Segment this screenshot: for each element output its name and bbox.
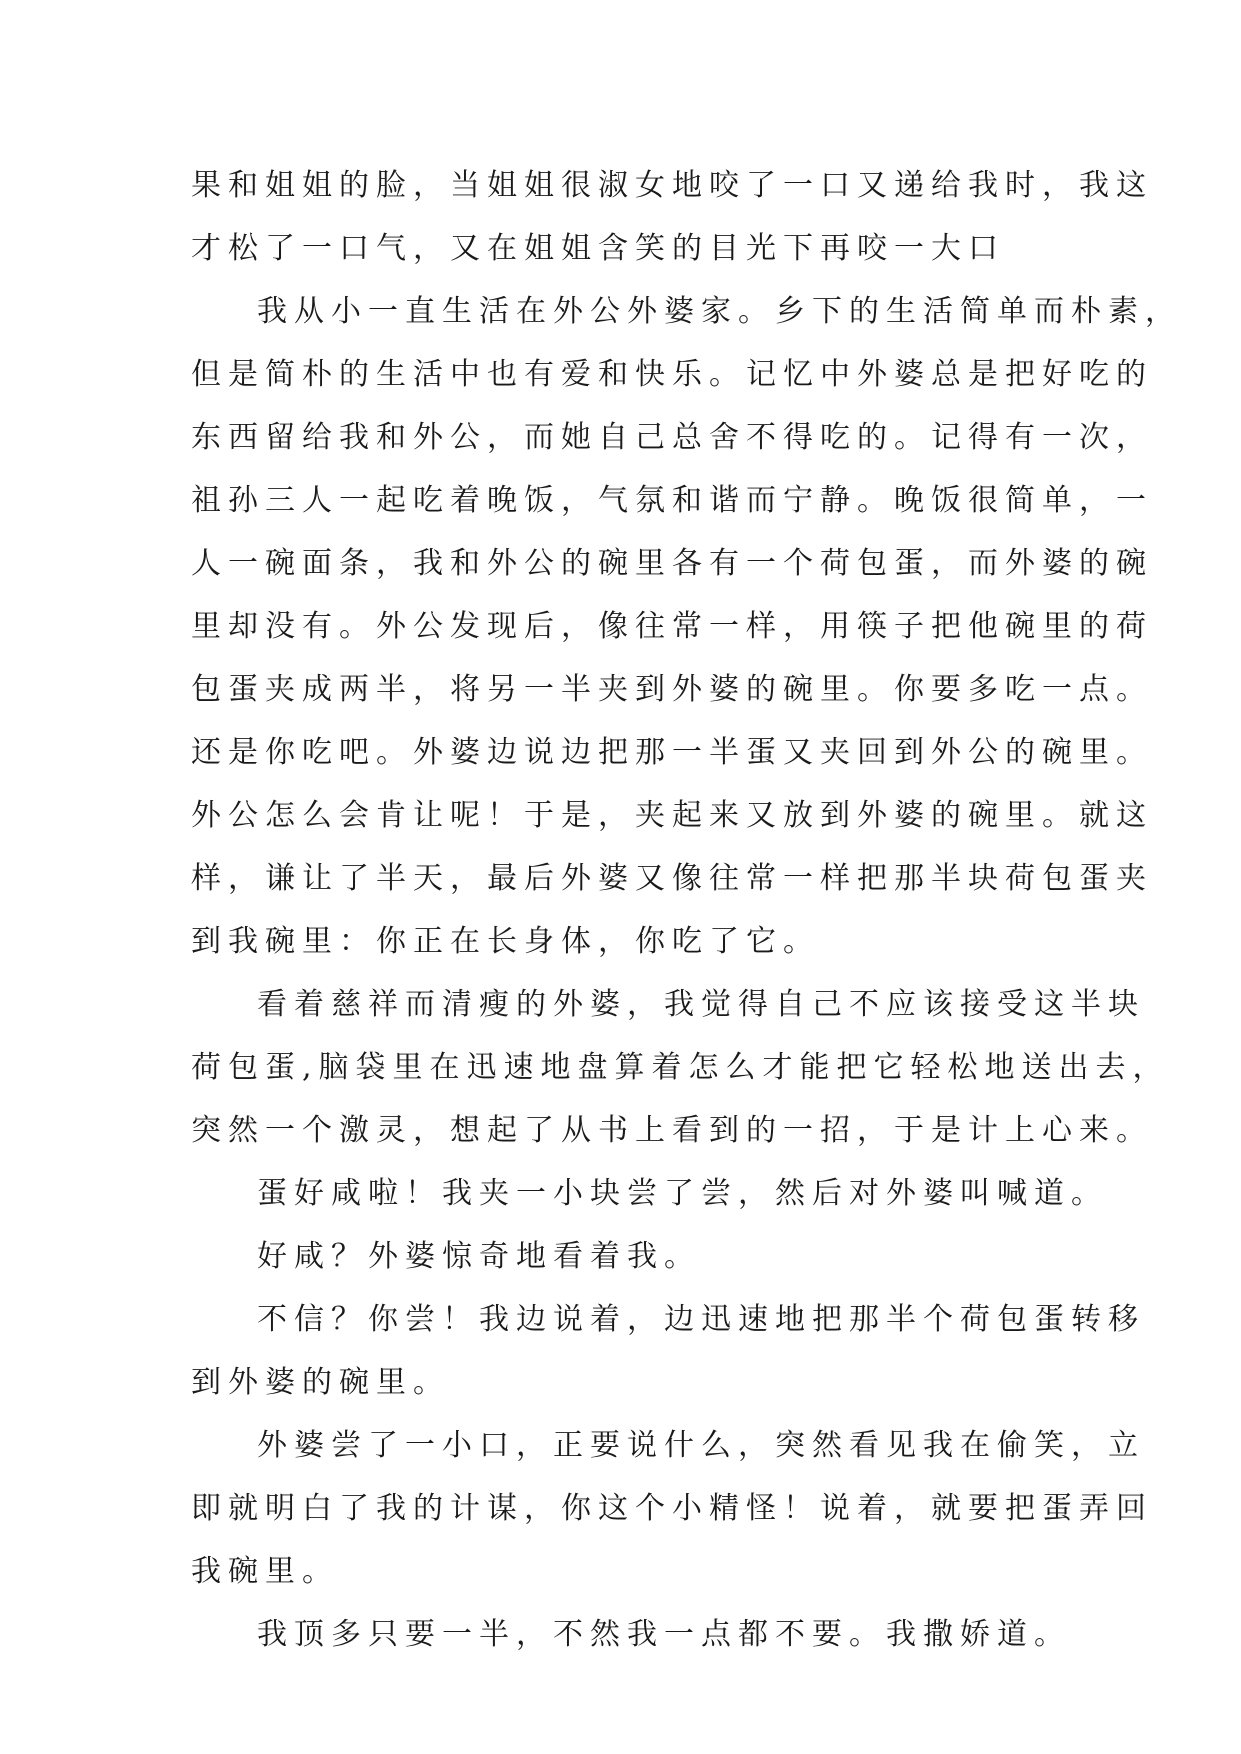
text-line: 还是你吃吧。外婆边说边把那一半蛋又夹回到外公的碗里。 xyxy=(191,735,1153,770)
paragraph-start-line: 看着慈祥而清瘦的外婆，我觉得自己不应该接受这半块 xyxy=(257,987,1145,1022)
text-line: 里却没有。外公发现后，像往常一样，用筷子把他碗里的荷 xyxy=(191,609,1153,644)
text-line: 果和姐姐的脸，当姐姐很淑女地咬了一口又递给我时，我这 xyxy=(191,168,1153,203)
text-line: 突然一个激灵，想起了从书上看到的一招，于是计上心来。 xyxy=(191,1113,1153,1148)
paragraph-start-line: 不信？你尝！我边说着，边迅速地把那半个荷包蛋转移 xyxy=(257,1302,1145,1337)
paragraph-start-line: 外婆尝了一小口，正要说什么，突然看见我在偷笑，立 xyxy=(257,1428,1145,1463)
text-line: 我碗里。 xyxy=(191,1554,339,1589)
paragraph-start-line: 我顶多只要一半，不然我一点都不要。我撒娇道。 xyxy=(257,1617,1071,1652)
text-line: 祖孙三人一起吃着晚饭，气氛和谐而宁静。晚饭很简单，一 xyxy=(191,483,1153,518)
text-line: 到我碗里：你正在长身体，你吃了它。 xyxy=(191,924,820,959)
text-line: 到外婆的碗里。 xyxy=(191,1365,450,1400)
text-line: 人一碗面条，我和外公的碗里各有一个荷包蛋，而外婆的碗 xyxy=(191,546,1153,581)
text-line: 即就明白了我的计谋，你这个小精怪！说着，就要把蛋弄回 xyxy=(191,1491,1153,1526)
text-line: 但是简朴的生活中也有爱和快乐。记忆中外婆总是把好吃的 xyxy=(191,357,1153,392)
text-line: 才松了一口气，又在姐姐含笑的目光下再咬一大口 xyxy=(191,231,1005,266)
paragraph-start-line: 好咸？外婆惊奇地看着我。 xyxy=(257,1239,701,1274)
text-line: 样，谦让了半天，最后外婆又像往常一样把那半块荷包蛋夹 xyxy=(191,861,1153,896)
paragraph-start-line: 蛋好咸啦！我夹一小块尝了尝，然后对外婆叫喊道。 xyxy=(257,1176,1108,1211)
text-line: 外公怎么会肯让呢！于是，夹起来又放到外婆的碗里。就这 xyxy=(191,798,1153,833)
paragraph-start-line: 我从小一直生活在外公外婆家。乡下的生活简单而朴素， xyxy=(257,294,1182,329)
text-line: 包蛋夹成两半，将另一半夹到外婆的碗里。你要多吃一点。 xyxy=(191,672,1153,707)
text-line: 荷包蛋,脑袋里在迅速地盘算着怎么才能把它轻松地送出去， xyxy=(191,1050,1170,1085)
text-line: 东西留给我和外公，而她自己总舍不得吃的。记得有一次， xyxy=(191,420,1153,455)
